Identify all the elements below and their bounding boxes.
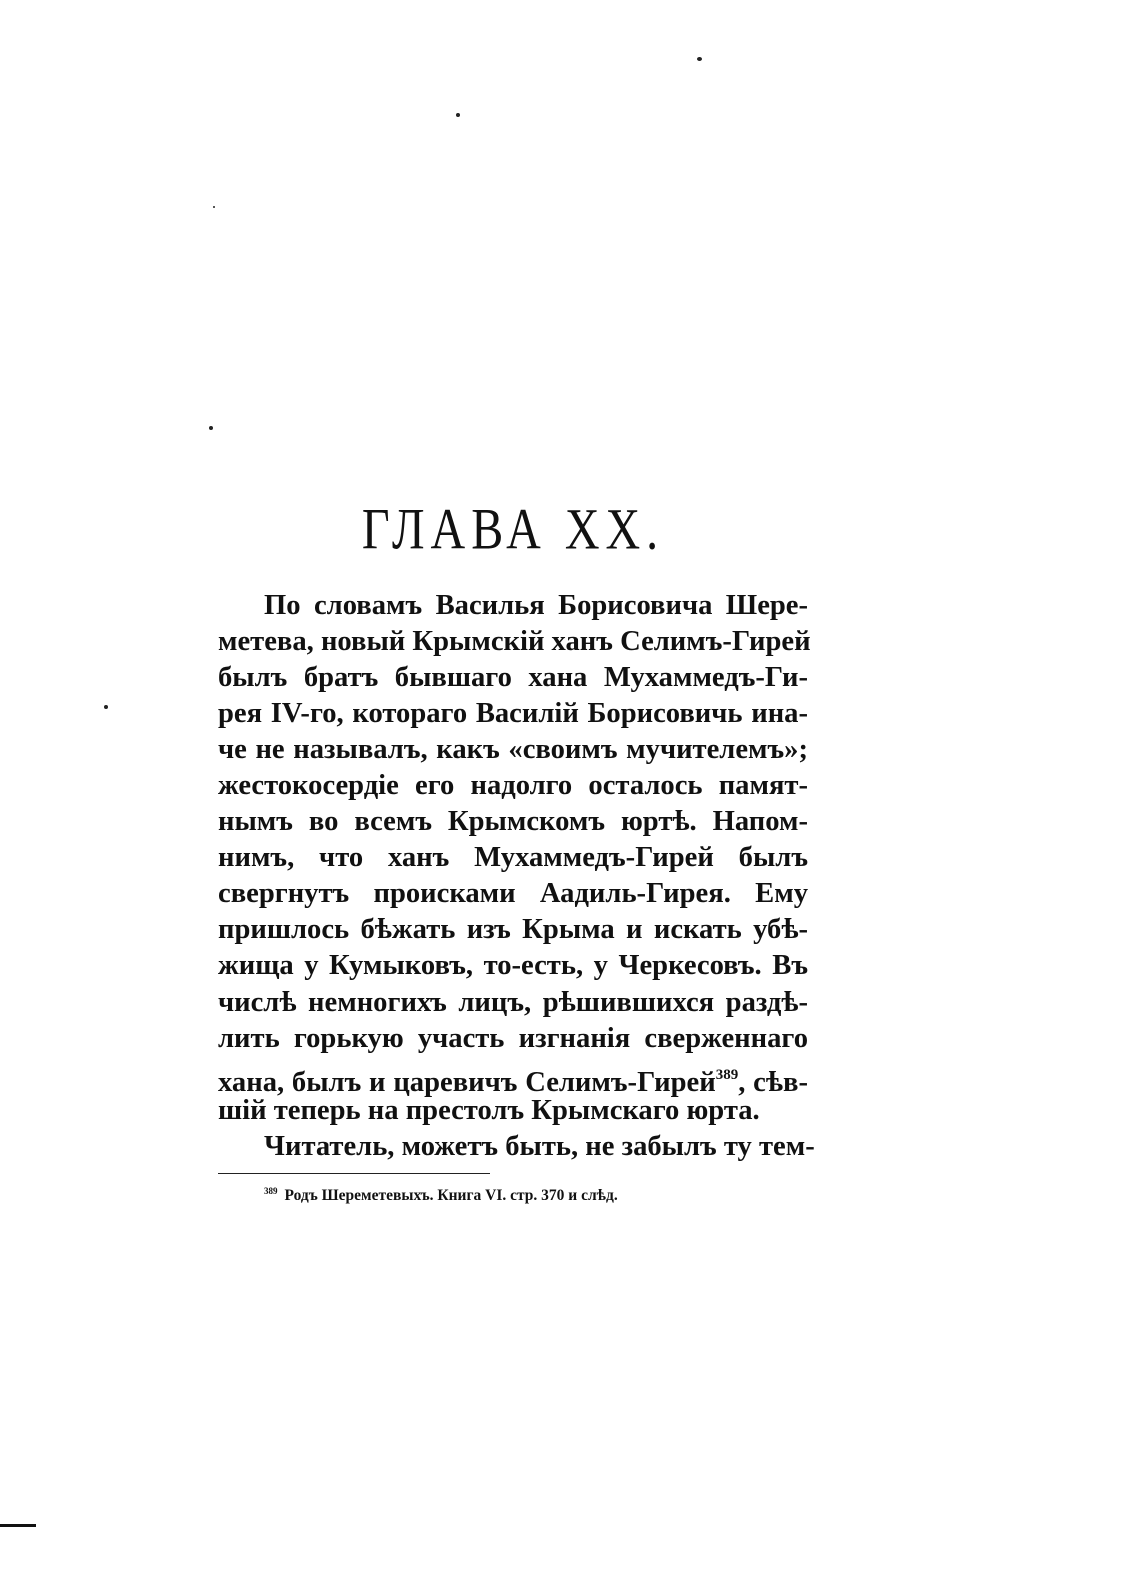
text-line-next-paragraph: Читатель, можетъ быть, не забылъ ту тем-: [264, 1130, 815, 1162]
text-line-with-footnote-ref: [218, 1057, 808, 1098]
text-line: нымъ во всемъ Крымскомъ юртѣ. Напом-: [218, 806, 808, 838]
text-line: лить горькую участь изгнанiя сверженнаго: [218, 1022, 808, 1054]
text-line: числѣ немногихъ лицъ, рѣшившихся раздѣ-: [218, 986, 808, 1018]
text-line: жища у Кумыковъ, то-есть, у Черкесовъ. Въ: [218, 950, 808, 982]
footnote-reference[interactable]: 389: [715, 1066, 739, 1083]
text-line: свергнутъ происками Аадиль-Гирея. Ему: [218, 878, 808, 910]
text-segment: , сѣв-: [738, 1066, 808, 1098]
text-line: былъ братъ бывшаго хана Мухаммедъ-Ги-: [218, 662, 808, 694]
text-line: нимъ, что ханъ Мухаммедъ-Гирей былъ: [218, 842, 808, 874]
text-line: метева, новый Крымскiй ханъ Селимъ-Гирей: [218, 626, 811, 658]
scan-speck: [213, 206, 215, 208]
scan-speck: [697, 57, 702, 61]
text-line: рея IV-го, котораго Василiй Борисовичь ина-: [218, 698, 808, 730]
text-line: пришлось бѣжать изъ Крыма и искать убѣ-: [218, 914, 808, 946]
main-paragraph: [218, 588, 815, 1165]
footnote-number: 389: [264, 1186, 278, 1196]
scan-edge-mark: [0, 1524, 36, 1527]
scan-speck: [209, 426, 213, 430]
scan-speck: [456, 113, 460, 117]
text-line: шiй теперь на престолъ Крымскаго юрта.: [218, 1094, 760, 1126]
text-line: По словамъ Василья Борисовича Шере-: [264, 590, 808, 621]
footnote: [264, 1186, 618, 1205]
chapter-heading: ГЛАВА XX.: [361, 497, 665, 562]
text-line: че не называлъ, какъ «своимъ мучителемъ»;: [218, 734, 808, 766]
text-segment: хана, былъ и царевичъ Селимъ-Гирей: [218, 1066, 716, 1098]
footnote-text: Родъ Шереметевыхъ. Книга VI. стр. 370 и слѣд.: [284, 1187, 618, 1204]
scan-speck: [104, 705, 108, 709]
footnote-divider: [218, 1173, 490, 1174]
text-line: жестокосердiе его надолго осталось памят-: [218, 770, 808, 802]
